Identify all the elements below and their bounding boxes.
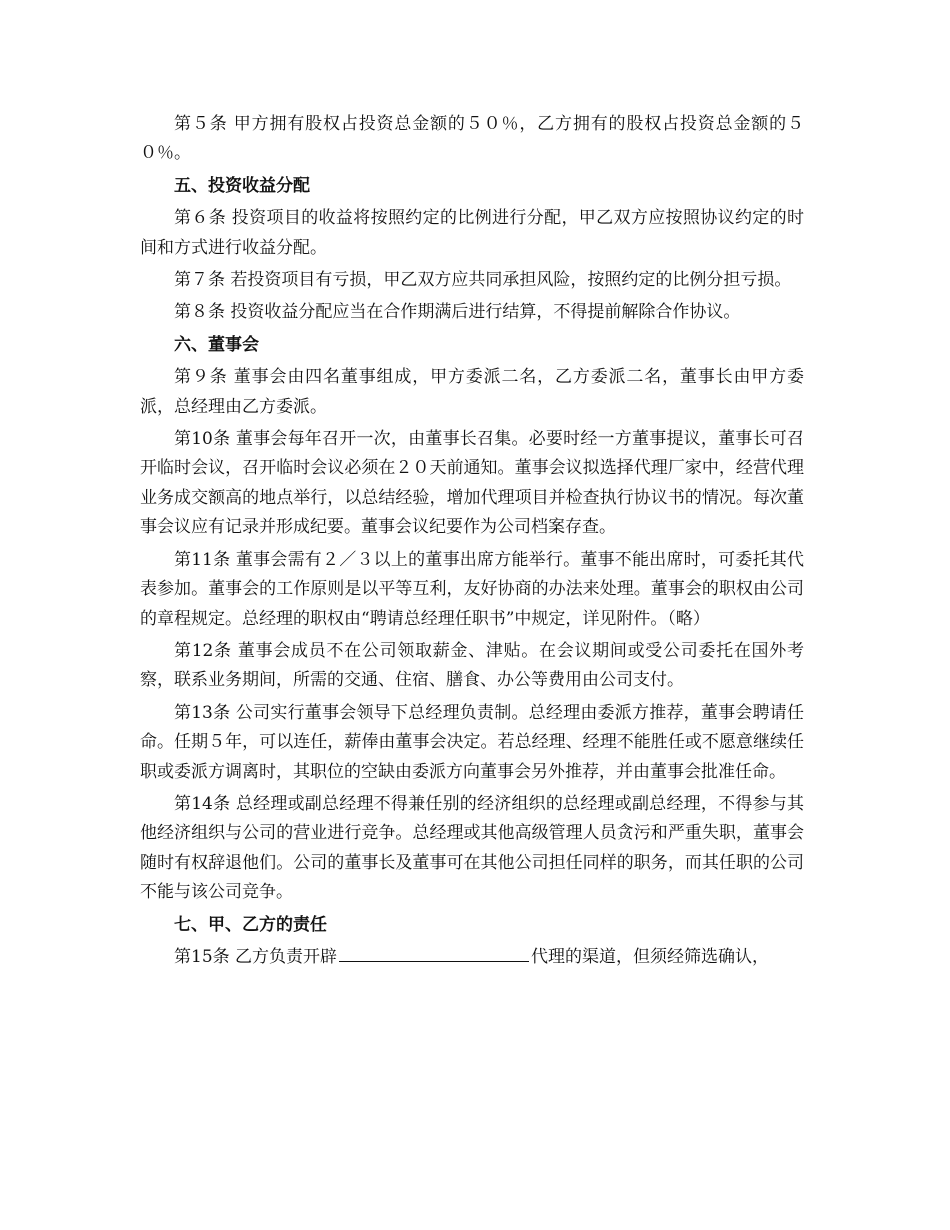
document-page: [140, 110, 804, 975]
section-heading-7: 七、甲、乙方的责任: [174, 914, 327, 935]
article-9: 第９条 董事会由四名董事组成，甲方委派二名，乙方委派二名，董事长由甲方委派，总经理由乙方委派。: [140, 367, 804, 417]
article-12: 第12条 董事会成员不在公司领取薪金、津贴。在会议期间或受公司委托在国外考察，联系业务期间，所需的交通、住宿、膳食、办公等费用由公司支付。: [140, 640, 804, 691]
article-11: 第11条 董事会需有２／３以上的董事出席方能举行。董事不能出席时，可委托其代表参加。董事会的工作原则是以平等互利，友好协商的办法来处理。董事会的职权由公司的章程规定。总经理的职权由“聘请总经理任职书”中规定，详见附件。（略）: [140, 549, 804, 629]
article-15-after: 代理的渠道，但须经筛选确认，: [531, 946, 770, 967]
section-heading-5: 五、投资收益分配: [174, 175, 310, 196]
fill-in-blank[interactable]: [339, 943, 529, 962]
article-6: 第６条 投资项目的收益将按照约定的比例进行分配，甲乙双方应按照协议约定的时间和方式进行收益分配。: [140, 208, 804, 258]
article-15-before: 第15条 乙方负责开辟: [174, 946, 338, 967]
section-heading-6: 六、董事会: [174, 334, 259, 355]
article-14: 第14条 总经理或副总经理不得兼任别的经济组织的总经理或副总经理，不得参与其他经济组织与公司的营业进行竞争。总经理或其他高级管理人员贪污和严重失职，董事会随时有权辞退他们。公司的董事长及董事可在其他公司担任同样的职务，而其任职的公司不能与该公司竞争。: [140, 793, 804, 903]
article-10: 第10条 董事会每年召开一次，由董事长召集。必要时经一方董事提议，董事长可召开临时会议，召开临时会议必须在２０天前通知。董事会议拟选择代理厂家中，经营代理业务成交额高的地点举行，以总结经验，增加代理项目并检查执行协议书的情况。每次董事会议应有记录并形成纪要。董事会议纪要作为公司档案存查。: [140, 429, 804, 538]
article-15: [140, 943, 804, 972]
article-8: 第８条 投资收益分配应当在合作期满后进行结算，不得提前解除合作协议。: [174, 302, 741, 323]
article-7: 第７条 若投资项目有亏损，甲乙双方应共同承担风险，按照约定的比例分担亏损。: [174, 270, 792, 291]
article-13: 第13条 公司实行董事会领导下总经理负责制。总经理由委派方推荐，董事会聘请任命。任期５年，可以连任，薪俸由董事会决定。若总经理、经理不能胜任或不愿意继续任职或委派方调离时，其职位的空缺由委派方向董事会另外推荐，并由董事会批准任命。: [140, 702, 804, 782]
article-5: 第５条 甲方拥有股权占投资总金额的５０％，乙方拥有的股权占投资总金额的５０％。: [140, 114, 804, 164]
